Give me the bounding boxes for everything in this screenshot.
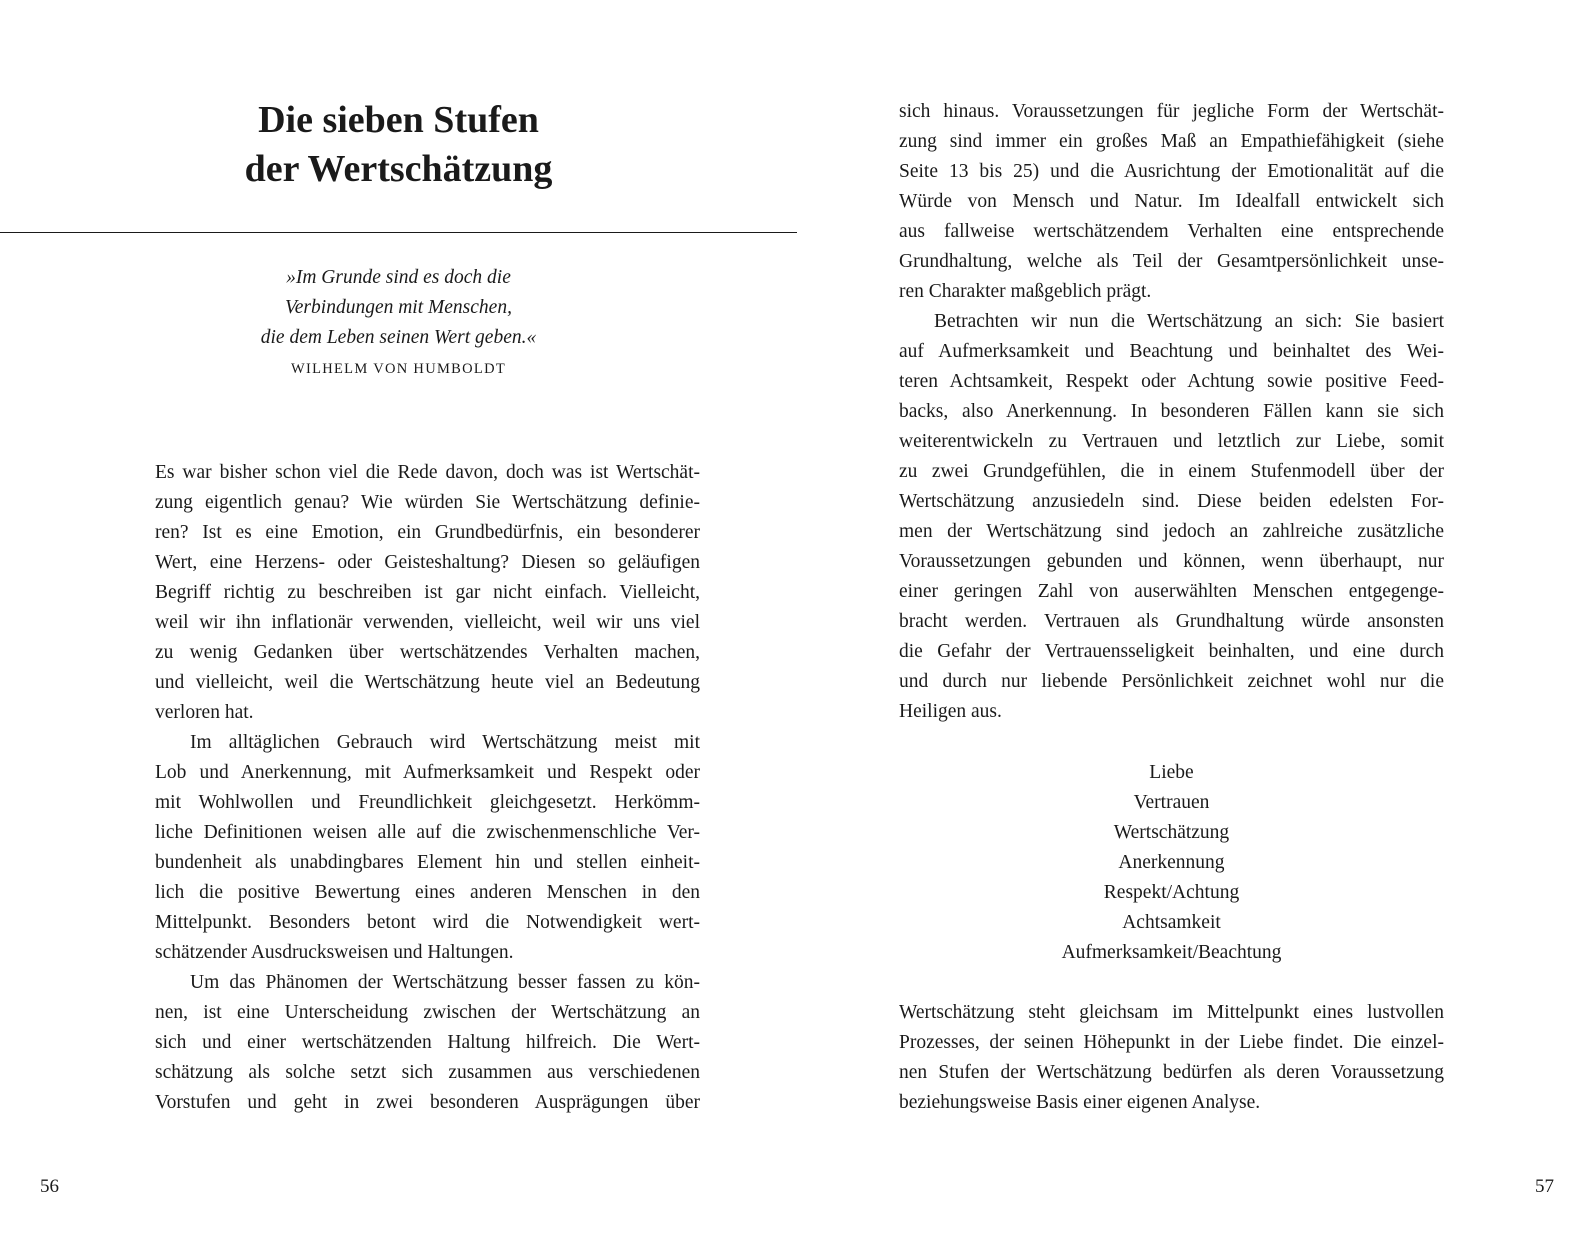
title-rule xyxy=(0,232,797,233)
text-line: Im alltäglichen Gebrauch wird Wertschätzung meist mit xyxy=(190,732,700,753)
paragraph xyxy=(155,968,700,1118)
text-line: Lob und Anerkennung, mit Aufmerksamkeit und Respekt oder xyxy=(155,762,700,783)
text-line: verloren hat. xyxy=(155,702,254,723)
text-line: und durch nur liebende Persönlichkeit zeichnet wohl nur die xyxy=(899,671,1444,692)
stufe-item: Vertrauen xyxy=(1133,792,1210,813)
text-line: sich und einer wertschätzenden Haltung hilfreich. Die Wert- xyxy=(155,1032,700,1053)
text-line: weiterentwickeln zu Vertrauen und letztlich zur Liebe, somit xyxy=(899,431,1444,452)
text-line: schätzender Ausdrucksweisen und Haltungen. xyxy=(155,942,514,963)
stufe-item: Wertschätzung xyxy=(1113,822,1230,843)
text-line: mit Wohlwollen und Freundlichkeit gleichgesetzt. Herkömm- xyxy=(155,792,700,813)
paragraph xyxy=(899,97,1444,307)
stufen-list xyxy=(899,758,1444,968)
text-line: Voraussetzungen gebunden und können, wenn überhaupt, nur xyxy=(899,551,1444,572)
epigraph-author: WILHELM VON HUMBOLDT xyxy=(290,361,507,377)
text-line: weil wir ihn inflationär verwenden, vielleicht, weil wir uns viel xyxy=(155,612,700,633)
text-line: liche Definitionen weisen alle auf die zwischenmenschliche Ver- xyxy=(155,822,700,843)
text-line: ren? Ist es eine Emotion, ein Grundbedürfnis, ein besonderer xyxy=(155,522,700,543)
left-body-text xyxy=(155,458,700,1118)
text-line: Mittelpunkt. Besonders betont wird die Notwendigkeit wert- xyxy=(155,912,700,933)
epigraph-quote xyxy=(0,263,797,353)
text-line: zung eigentlich genau? Wie würden Sie Wertschätzung definie- xyxy=(155,492,700,513)
stufe-item: Achtsamkeit xyxy=(1122,912,1221,933)
text-line: Um das Phänomen der Wertschätzung besser fassen zu kön- xyxy=(190,972,700,993)
text-line: backs, also Anerkennung. In besonderen Fällen kann sie sich xyxy=(899,401,1444,422)
quote-line: Verbindungen mit Menschen, xyxy=(285,297,512,318)
page-number-right: 57 xyxy=(1535,1176,1554,1197)
right-page xyxy=(797,0,1594,1240)
chapter-title-line-1: Die sieben Stufen xyxy=(258,99,539,141)
text-line: beziehungsweise Basis einer eigenen Analyse. xyxy=(899,1092,1261,1113)
text-line: Betrachten wir nun die Wertschätzung an sich: Sie basiert xyxy=(934,311,1444,332)
stufe-item: Respekt/Achtung xyxy=(1103,882,1240,903)
text-line: ren Charakter maßgeblich prägt. xyxy=(899,281,1152,302)
text-line: schätzung als solche setzt sich zusammen aus verschiedenen xyxy=(155,1062,700,1083)
text-line: Vorstufen und geht in zwei besonderen Ausprägungen über xyxy=(155,1092,700,1113)
quote-line: »Im Grunde sind es doch die xyxy=(286,267,511,288)
text-line: auf Aufmerksamkeit und Beachtung und beinhaltet des Wei- xyxy=(899,341,1444,362)
stufe-item: Aufmerksamkeit/Beachtung xyxy=(1061,942,1282,963)
text-line: sich hinaus. Voraussetzungen für jegliche Form der Wertschät- xyxy=(899,101,1444,122)
stufe-item: Anerkennung xyxy=(1118,852,1225,873)
text-line: zu wenig Gedanken über wertschätzendes Verhalten machen, xyxy=(155,642,700,663)
text-line: Begriff richtig zu beschreiben ist gar nicht einfach. Vielleicht, xyxy=(155,582,700,603)
text-line: Seite 13 bis 25) und die Ausrichtung der Emotionalität auf die xyxy=(899,161,1444,182)
page-number-left: 56 xyxy=(40,1176,59,1197)
epigraph xyxy=(0,263,797,381)
text-line: zung sind immer ein großes Maß an Empathiefähigkeit (siehe xyxy=(899,131,1444,152)
text-line: Prozesses, der seinen Höhepunkt in der Liebe findet. Die einzel- xyxy=(899,1032,1444,1053)
text-line: die Gefahr der Vertrauensseligkeit beinhalten, und eine durch xyxy=(899,641,1444,662)
text-line: und vielleicht, weil die Wertschätzung heute viel an Bedeutung xyxy=(155,672,700,693)
stufe-item: Liebe xyxy=(1149,762,1194,783)
text-line: Heiligen aus. xyxy=(899,701,1002,722)
paragraph xyxy=(899,998,1444,1118)
text-line: Würde von Mensch und Natur. Im Idealfall entwickelt sich xyxy=(899,191,1444,212)
text-line: Grundhaltung, welche als Teil der Gesamtpersönlichkeit unse- xyxy=(899,251,1444,272)
text-line: einer geringen Zahl von auserwählten Menschen entgegenge- xyxy=(899,581,1444,602)
text-line: aus fallweise wertschätzendem Verhalten eine entsprechende xyxy=(899,221,1444,242)
text-line: bundenheit als unabdingbares Element hin und stellen einheit- xyxy=(155,852,700,873)
paragraph xyxy=(899,307,1444,727)
right-body-text xyxy=(899,97,1444,727)
text-line: lich die positive Bewertung eines anderen Menschen in den xyxy=(155,882,700,903)
chapter-title-line-2: der Wertschätzung xyxy=(244,148,553,190)
text-line: Es war bisher schon viel die Rede davon, doch was ist Wertschät- xyxy=(155,462,700,483)
text-line: Wertschätzung anzusiedeln sind. Diese beiden edelsten For- xyxy=(899,491,1444,512)
chapter-title xyxy=(0,96,797,194)
text-line: zu zwei Grundgefühlen, die in einem Stufenmodell über der xyxy=(899,461,1444,482)
text-line: nen Stufen der Wertschätzung bedürfen als deren Voraussetzung xyxy=(899,1062,1444,1083)
text-line: bracht werden. Vertrauen als Grundhaltung würde ansonsten xyxy=(899,611,1444,632)
text-line: Wert, eine Herzens- oder Geisteshaltung? Diesen so geläufigen xyxy=(155,552,700,573)
text-line: teren Achtsamkeit, Respekt oder Achtung sowie positive Feed- xyxy=(899,371,1444,392)
quote-line: die dem Leben seinen Wert geben.« xyxy=(260,327,537,348)
text-line: nen, ist eine Unterscheidung zwischen der Wertschätzung an xyxy=(155,1002,700,1023)
right-body-text-bottom xyxy=(899,998,1444,1118)
paragraph xyxy=(155,458,700,728)
paragraph xyxy=(155,728,700,968)
text-line: Wertschätzung steht gleichsam im Mittelpunkt eines lustvollen xyxy=(899,1002,1444,1023)
text-line: men der Wertschätzung sind jedoch an zahlreiche zusätzliche xyxy=(899,521,1444,542)
